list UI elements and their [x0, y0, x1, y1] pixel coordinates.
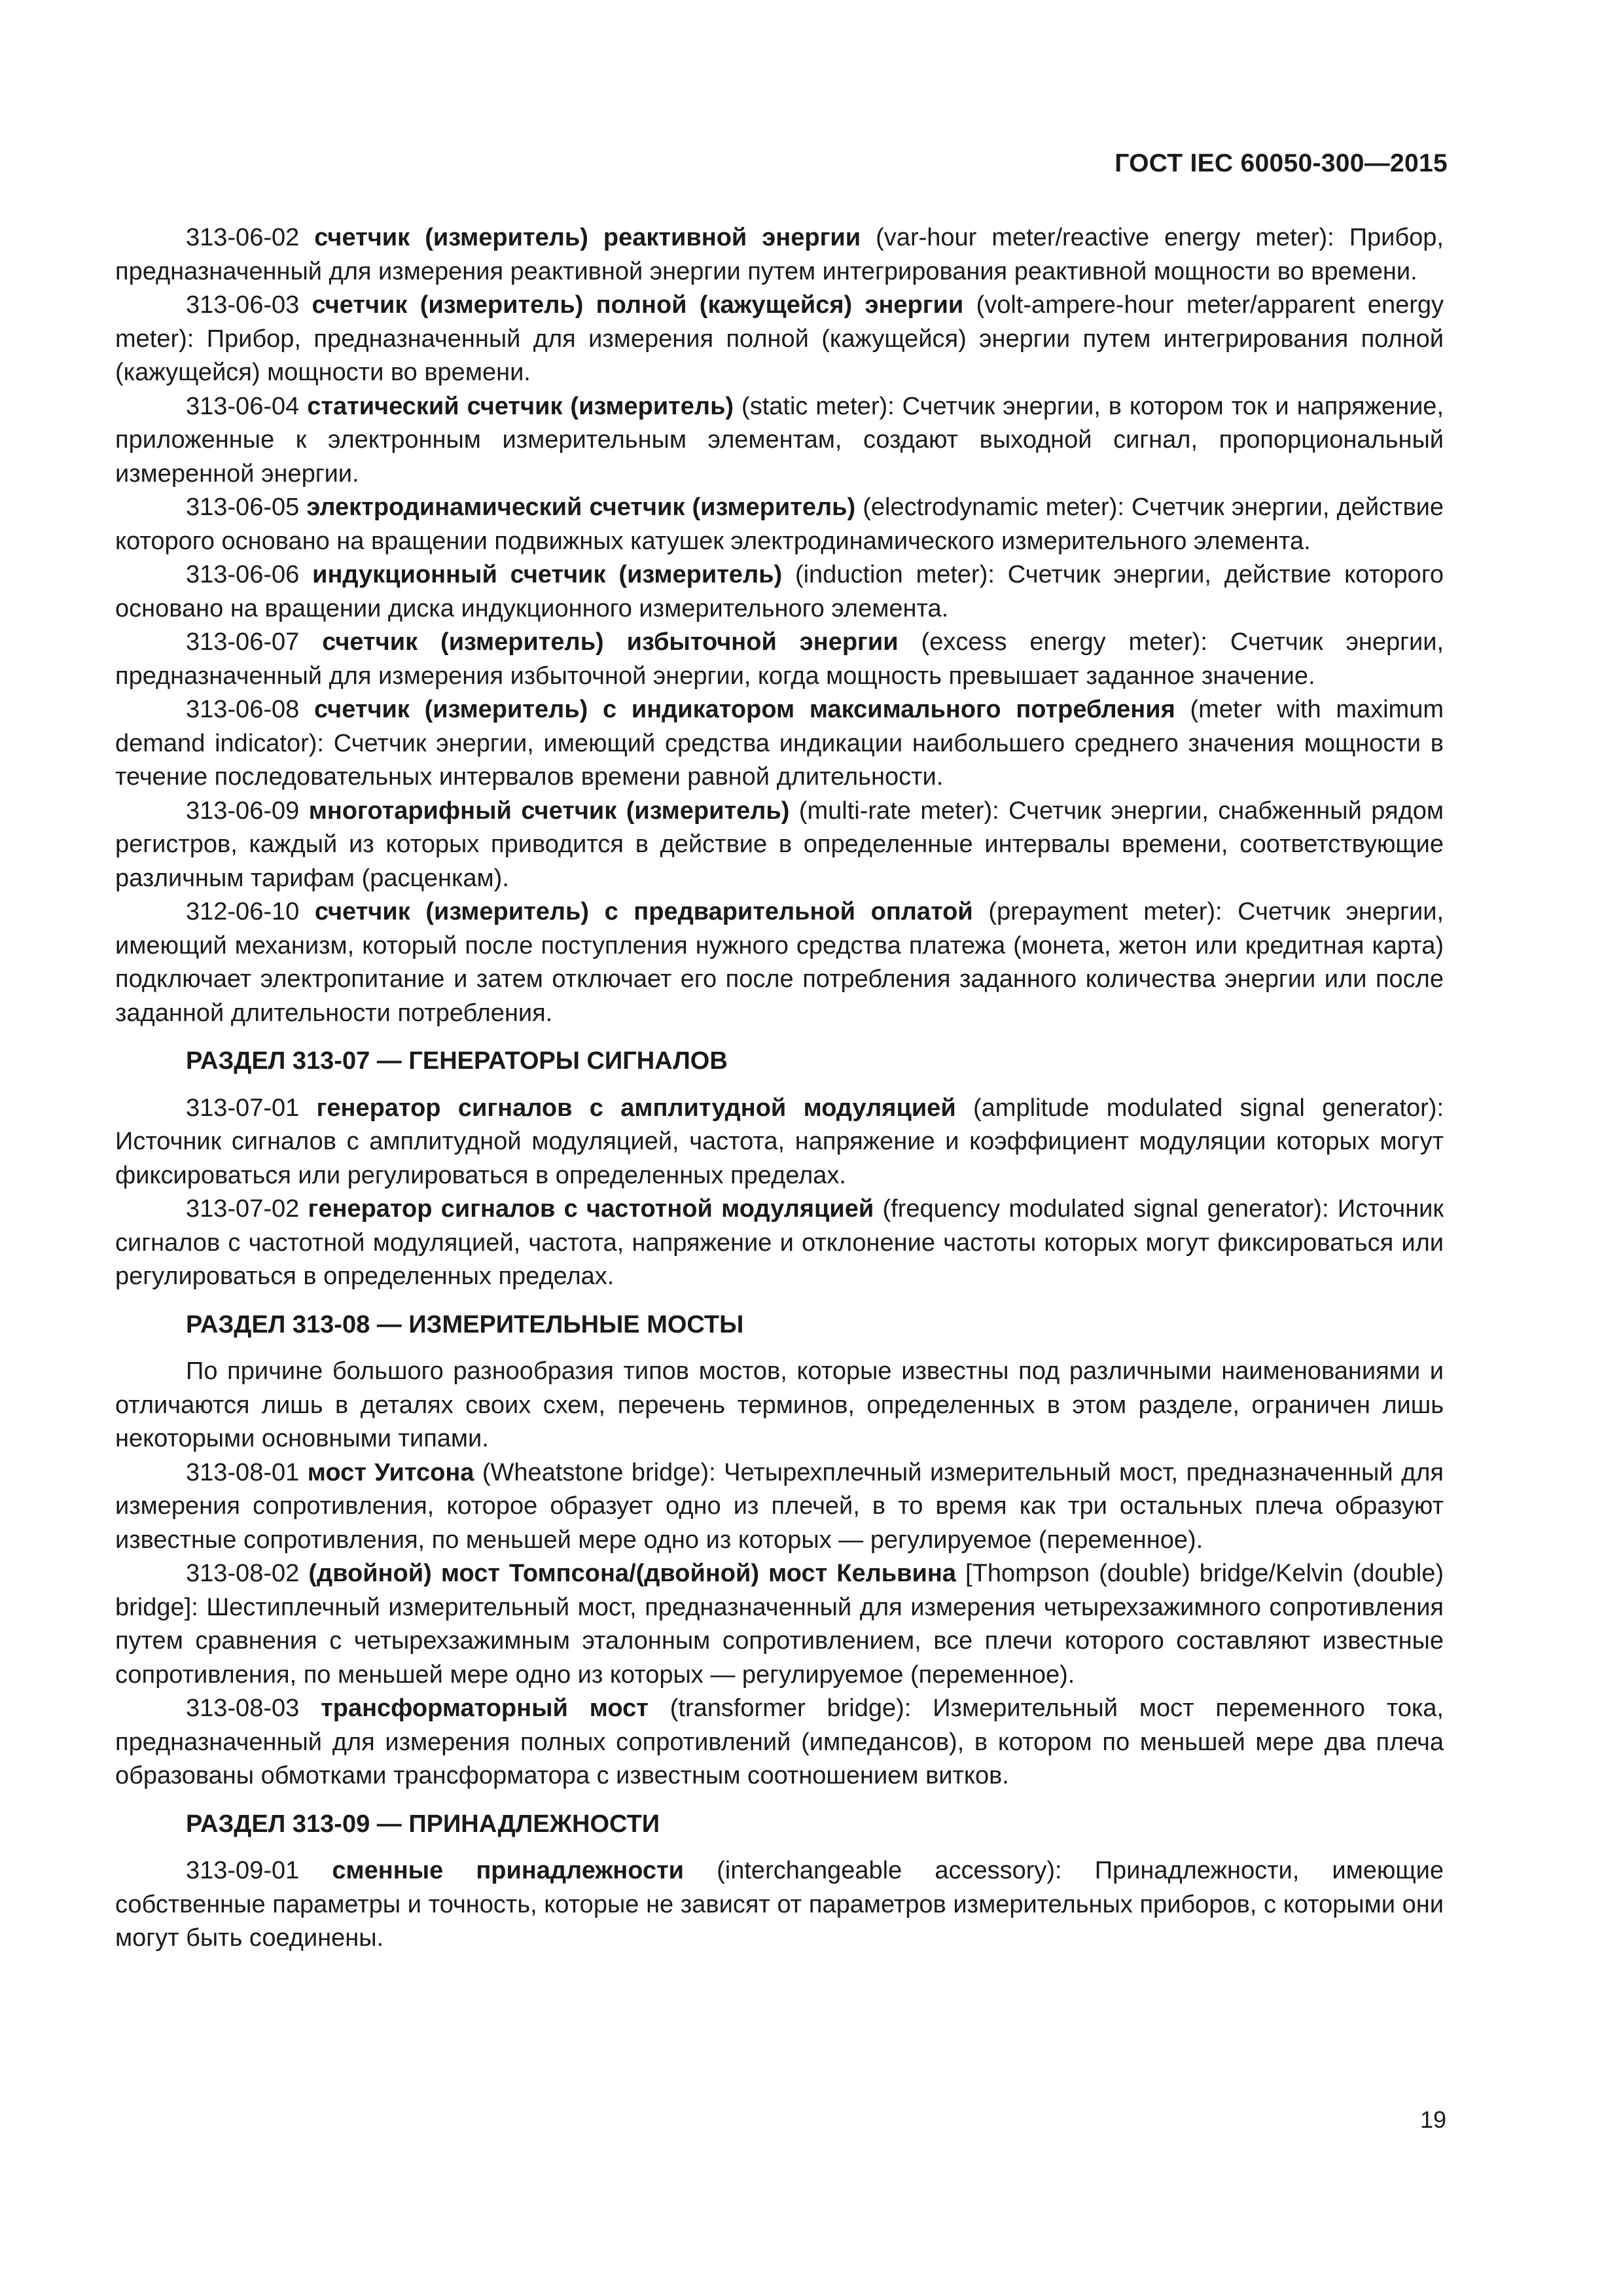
term-number: 313-09-01 [186, 1857, 300, 1884]
term-entry [115, 390, 1444, 492]
term-name: счетчик (измеритель) с индикатором максимального потребления [313, 696, 1175, 723]
term-entry [115, 1557, 1444, 1692]
term-entry [115, 491, 1444, 558]
term-definition: (induction meter): Счетчик энергии, действие которого основано на вращении диска индукционного измерительного элемента. [115, 561, 1444, 622]
term-number: 313-06-05 [186, 493, 300, 521]
term-number: 313-08-02 [186, 1560, 300, 1587]
term-name: генератор сигналов с амплитудной модуляцией [316, 1094, 956, 1122]
term-name: генератор сигналов с частотной модуляцией [308, 1195, 874, 1223]
term-name: счетчик (измеритель) полной (кажущейся) энергии [312, 291, 964, 319]
term-name: счетчик (измеритель) с предварительной оплатой [314, 898, 973, 925]
term-entry [115, 1692, 1444, 1793]
term-entry [115, 1456, 1444, 1558]
term-definition: [Thompson (double) bridge/Kelvin (double) bridge]: Шестиплечный измерительный мост, предназначенный для измерения четырехзажимного сопротивления путем сравнения с четырехзажимным эталонным сопротивлением, все плечи которого составляют известные сопротивления, по меньшей мере одно из которых — регулируемое (переменное). [115, 1560, 1444, 1689]
term-number: 313-06-09 [186, 797, 300, 825]
term-definition: (Wheatstone bridge): Четырехплечный измерительный мост, предназначенный для измерения сопротивления, которое образует одно из плечей, в то время как три остальных плеча образуют известные сопротивления, по меньшей мере одно из которых — регулируемое (переменное). [115, 1458, 1444, 1554]
page-number: 19 [1419, 2106, 1446, 2133]
term-number: 313-06-06 [186, 561, 300, 588]
term-definition: (transformer bridge): Измерительный мост переменного тока, предназначенный для измерения полных сопротивлений (импедансов), в котором по меньшей мере два плеча образованы обмотками трансформатора с известным соотношением витков. [115, 1695, 1444, 1789]
term-name: счетчик (измеритель) избыточной энергии [322, 628, 899, 656]
term-number: 313-08-01 [186, 1458, 300, 1486]
term-entry [115, 626, 1444, 693]
term-entry [115, 895, 1444, 1030]
term-entry [115, 693, 1444, 795]
term-name: индукционный счетчик (измеритель) [312, 561, 783, 588]
section-heading-313-07: РАЗДЕЛ 313-07 — ГЕНЕРАТОРЫ СИГНАЛОВ [186, 1047, 728, 1075]
term-entry [115, 1092, 1444, 1193]
term-definition: (static meter): Счетчик энергии, в котором ток и напряжение, приложенные к электронным измерительным элементам, создают выходной сигнал, пропорциональный измеренной энергии. [115, 392, 1444, 488]
term-definition: (volt-ampere-hour meter/apparent energy meter): Прибор, предназначенный для измерения полной (кажущейся) энергии путем интегрирования полной (кажущейся) мощности во времени. [115, 291, 1444, 386]
term-name: статический счетчик (измеритель) [307, 392, 734, 420]
term-name: трансформаторный мост [321, 1695, 649, 1722]
entries-group-313-07 [115, 1092, 1444, 1294]
term-number: 313-06-04 [186, 392, 300, 420]
term-number: 313-08-03 [186, 1695, 300, 1722]
entries-group-313-06 [115, 221, 1444, 1030]
document-code-header: ГОСТ IEC 60050-300—2015 [1115, 149, 1448, 177]
entries-group-313-08 [115, 1355, 1444, 1793]
term-number: 313-07-02 [186, 1195, 300, 1223]
entries-group-313-09 [115, 1854, 1444, 1956]
term-entry [115, 1854, 1444, 1956]
term-name: мост Уитсона [307, 1458, 474, 1486]
term-name: сменные принадлежности [332, 1857, 685, 1884]
term-number: 313-06-08 [186, 696, 300, 723]
page-body [115, 221, 1444, 1956]
term-entry [115, 289, 1444, 390]
term-number: 313-06-07 [186, 628, 300, 656]
term-definition: (multi-rate meter): Счетчик энергии, снабженный рядом регистров, каждый из которых приводится в действие в определенные интервалы времени, соответствующие различным тарифам (расценкам). [115, 797, 1444, 892]
term-name: многотарифный счетчик (измеритель) [308, 797, 790, 825]
term-entry [115, 558, 1444, 626]
term-definition: (frequency modulated signal generator): Источник сигналов с частотной модуляцией, частота, напряжение и отклонение частоты которых могут фиксироваться или регулироваться в определенных пределах. [115, 1195, 1444, 1290]
term-name: (двойной) мост Томпсона/(двойной) мост Кельвина [308, 1560, 956, 1587]
term-definition: (electrodynamic meter): Счетчик энергии, действие которого основано на вращении подвижных катушек электродинамического измерительного элемента. [115, 493, 1444, 555]
term-number: 312-06-10 [186, 898, 300, 925]
term-number: 313-06-03 [186, 291, 300, 319]
term-number: 313-06-02 [186, 224, 300, 251]
term-definition: (interchangeable accessory): Принадлежности, имеющие собственные параметры и точность, которые не зависят от параметров измерительных приборов, с которыми они могут быть соединены. [115, 1857, 1444, 1952]
section-intro-paragraph: По причине большого разнообразия типов мостов, которые известны под различными наименованиями и отличаются лишь в деталях своих схем, перечень терминов, определенных в этом разделе, ограничен лишь некоторыми основными типами. [115, 1357, 1444, 1452]
term-number: 313-07-01 [186, 1094, 300, 1122]
section-heading-313-09: РАЗДЕЛ 313-09 — ПРИНАДЛЕЖНОСТИ [186, 1810, 660, 1838]
term-name: счетчик (измеритель) реактивной энергии [314, 224, 861, 251]
term-definition: (prepayment meter): Счетчик энергии, имеющий механизм, который после поступления нужного средства платежа (монета, жетон или кредитная карта) подключает электропитание и затем отключает его после потребления заданного количества энергии или после заданной длительности потребления. [115, 898, 1444, 1027]
term-entry [115, 795, 1444, 896]
term-definition: (var-hour meter/reactive energy meter): Прибор, предназначенный для измерения реактивной энергии путем интегрирования реактивной мощности во времени. [115, 224, 1444, 285]
term-entry [115, 1193, 1444, 1294]
section-heading-313-08: РАЗДЕЛ 313-08 — ИЗМЕРИТЕЛЬНЫЕ МОСТЫ [186, 1310, 744, 1338]
term-definition: (meter with maximum demand indicator): Счетчик энергии, имеющий средства индикации наибольшего среднего значения мощности в течение последовательных интервалов времени равной длительности. [115, 696, 1444, 791]
term-definition: (excess energy meter): Счетчик энергии, предназначенный для измерения избыточной энергии, когда мощность превышает заданное значение. [115, 628, 1444, 690]
term-name: электродинамический счетчик (измеритель) [306, 493, 856, 521]
term-entry [115, 221, 1444, 289]
term-definition: (amplitude modulated signal generator): Источник сигналов с амплитудной модуляцией, частота, напряжение и коэффициент модуляции которых могут фиксироваться или регулироваться в определенных пределах. [115, 1094, 1444, 1189]
